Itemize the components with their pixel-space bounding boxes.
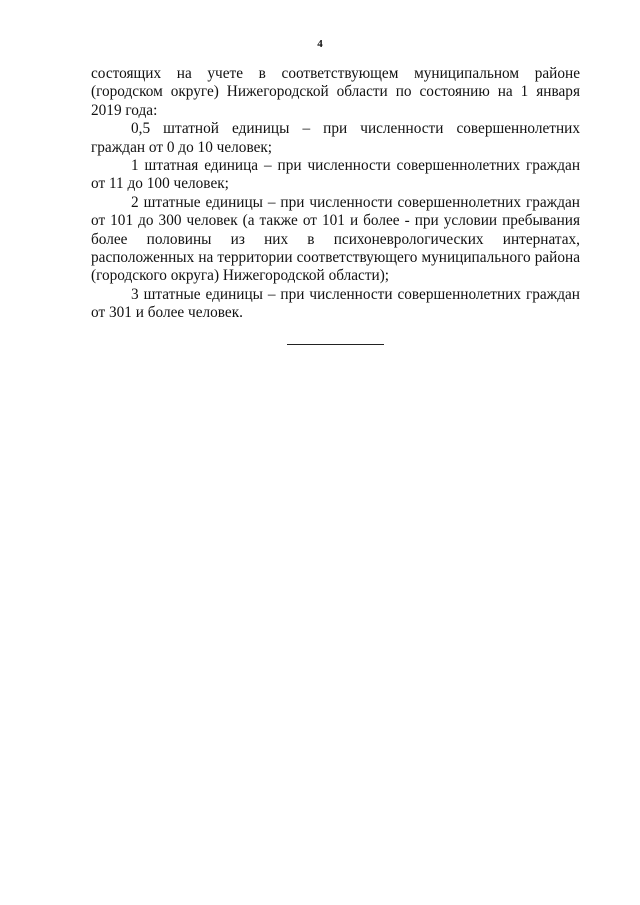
paragraph-two-staff-units <box>91 194 580 286</box>
text-line: 0,5 штатной единицы – при численности совершеннолетних граждан <box>91 120 580 156</box>
paragraph-three-staff-units <box>91 286 580 323</box>
text-line: 11 до 100 человек; <box>108 175 229 193</box>
paragraph-registered-citizens <box>91 65 580 120</box>
text-line: расположенных на территории соответствующего муниципального района <box>91 249 580 267</box>
text-line: от 301 и более человек. <box>91 304 243 322</box>
paragraph-half-staff-unit <box>91 120 580 157</box>
text-line: состоящих на учете в соответствующем муниципальном районе <box>91 65 580 82</box>
text-line: от 101 до 300 человек (а также от 101 и более - при условии пребывания <box>91 212 580 230</box>
text-line: 1 штатная единица – при численности совершеннолетних граждан от <box>91 157 580 193</box>
text-line: 2019 года: <box>91 101 158 119</box>
text-line: от 0 до 10 человек; <box>148 138 273 156</box>
document-body <box>91 65 580 323</box>
page-number: 4 <box>317 38 323 50</box>
text-line: 2 штатные единицы – при численности совершеннолетних граждан <box>131 193 580 211</box>
text-line: 3 штатные единицы – при численности совершеннолетних граждан <box>131 285 580 303</box>
paragraph-one-staff-unit <box>91 157 580 194</box>
text-line: более половины из них в психоневрологических интернатах, <box>91 230 580 248</box>
text-line: (городского округа) Нижегородской области); <box>91 267 390 285</box>
closing-divider <box>287 344 384 345</box>
text-line: (городском округе) Нижегородской области по состоянию на 1 января <box>91 83 580 101</box>
